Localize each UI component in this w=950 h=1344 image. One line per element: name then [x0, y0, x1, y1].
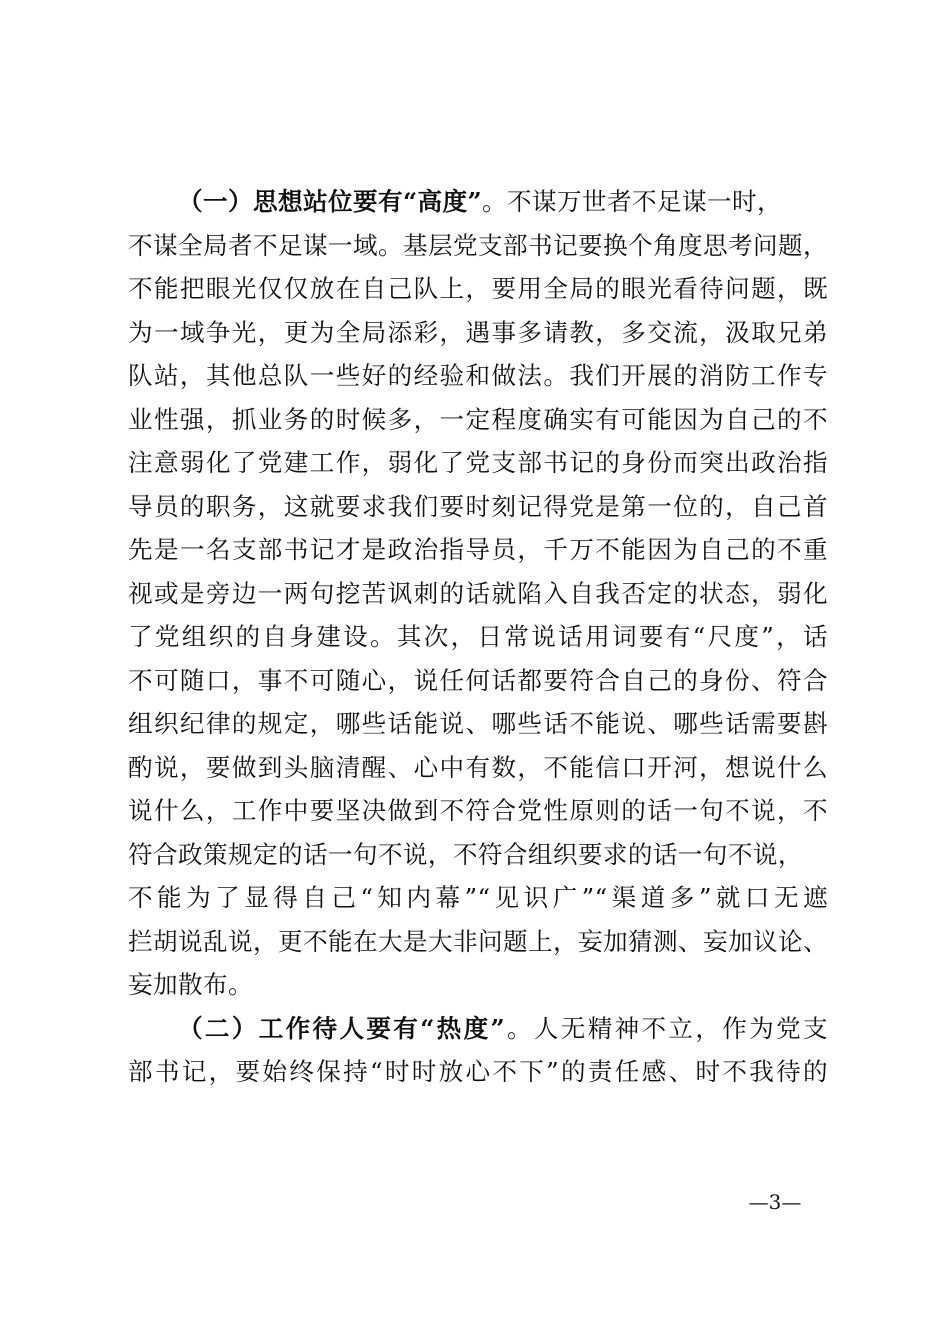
paragraph-1-heading: （一）思想站位要有“高度” — [178, 187, 483, 216]
paragraph-2-lead: 。人无精神不立，作为党支 — [505, 1013, 828, 1043]
text-line: 酌说，要做到头脑清醒、心中有数，不能信口开河，想说什么 — [128, 752, 828, 782]
text-line: 不可随口，事不可随心，说任何话都要符合自己的身份、符合 — [128, 665, 828, 695]
text-line: 说什么，工作中要坚决做到不符合党性原则的话一句不说，不 — [128, 796, 828, 825]
text-line: 部书记，要始终保持“时时放心不下”的责任感、时不我待的 — [128, 1057, 828, 1086]
paragraph-2-heading: （二）工作待人要有“热度” — [178, 1013, 506, 1043]
page-number: —3— — [748, 1190, 802, 1214]
text-line: 妄加散布。 — [128, 970, 253, 999]
body-text — [128, 180, 828, 1094]
text-line: 不谋全局者不足谋一域。基层党支部书记要换个角度思考问题， — [128, 230, 828, 260]
text-line: 业性强，抓业务的时候多，一定程度确实有可能因为自己的不 — [128, 404, 828, 434]
text-line: 符合政策规定的话一句不说，不符合组织要求的话一句不说， — [128, 839, 803, 869]
text-line: 先是一名支部书记才是政治指导员，千万不能因为自己的不重 — [128, 535, 828, 564]
text-line: 队站，其他总队一些好的经验和做法。我们开展的消防工作专 — [128, 361, 828, 390]
text-line: 不能为了显得自己“知内幕”“见识广”“渠道多”就口无遮 — [128, 883, 828, 912]
text-line: 组织纪律的规定，哪些话能说、哪些话不能说、哪些话需要斟 — [128, 709, 828, 738]
text-line: 导员的职务，这就要求我们要时刻记得党是第一位的，自己首 — [128, 491, 828, 521]
text-line: 注意弱化了党建工作，弱化了党支部书记的身份而突出政治指 — [128, 448, 828, 477]
text-line: 拦胡说乱说，更不能在大是大非问题上，妄加猜测、妄加议论、 — [128, 926, 828, 956]
paragraph-1-lead: 。不谋万世者不足谋一时， — [482, 187, 782, 216]
text-line: 视或是旁边一两句挖苦讽刺的话就陷入自我否定的状态，弱化 — [128, 578, 828, 608]
paragraph-1-first-line — [128, 180, 828, 224]
text-line: 不能把眼光仅仅放在自己队上，要用全局的眼光看待问题，既 — [128, 274, 828, 303]
text-line: 了党组织的自身建设。其次，日常说话用词要有“尺度”，话 — [128, 622, 828, 651]
text-line: 为一域争光，更为全局添彩，遇事多请教，多交流，汲取兄弟 — [128, 317, 828, 347]
paragraph-2-first-line — [128, 1007, 828, 1051]
